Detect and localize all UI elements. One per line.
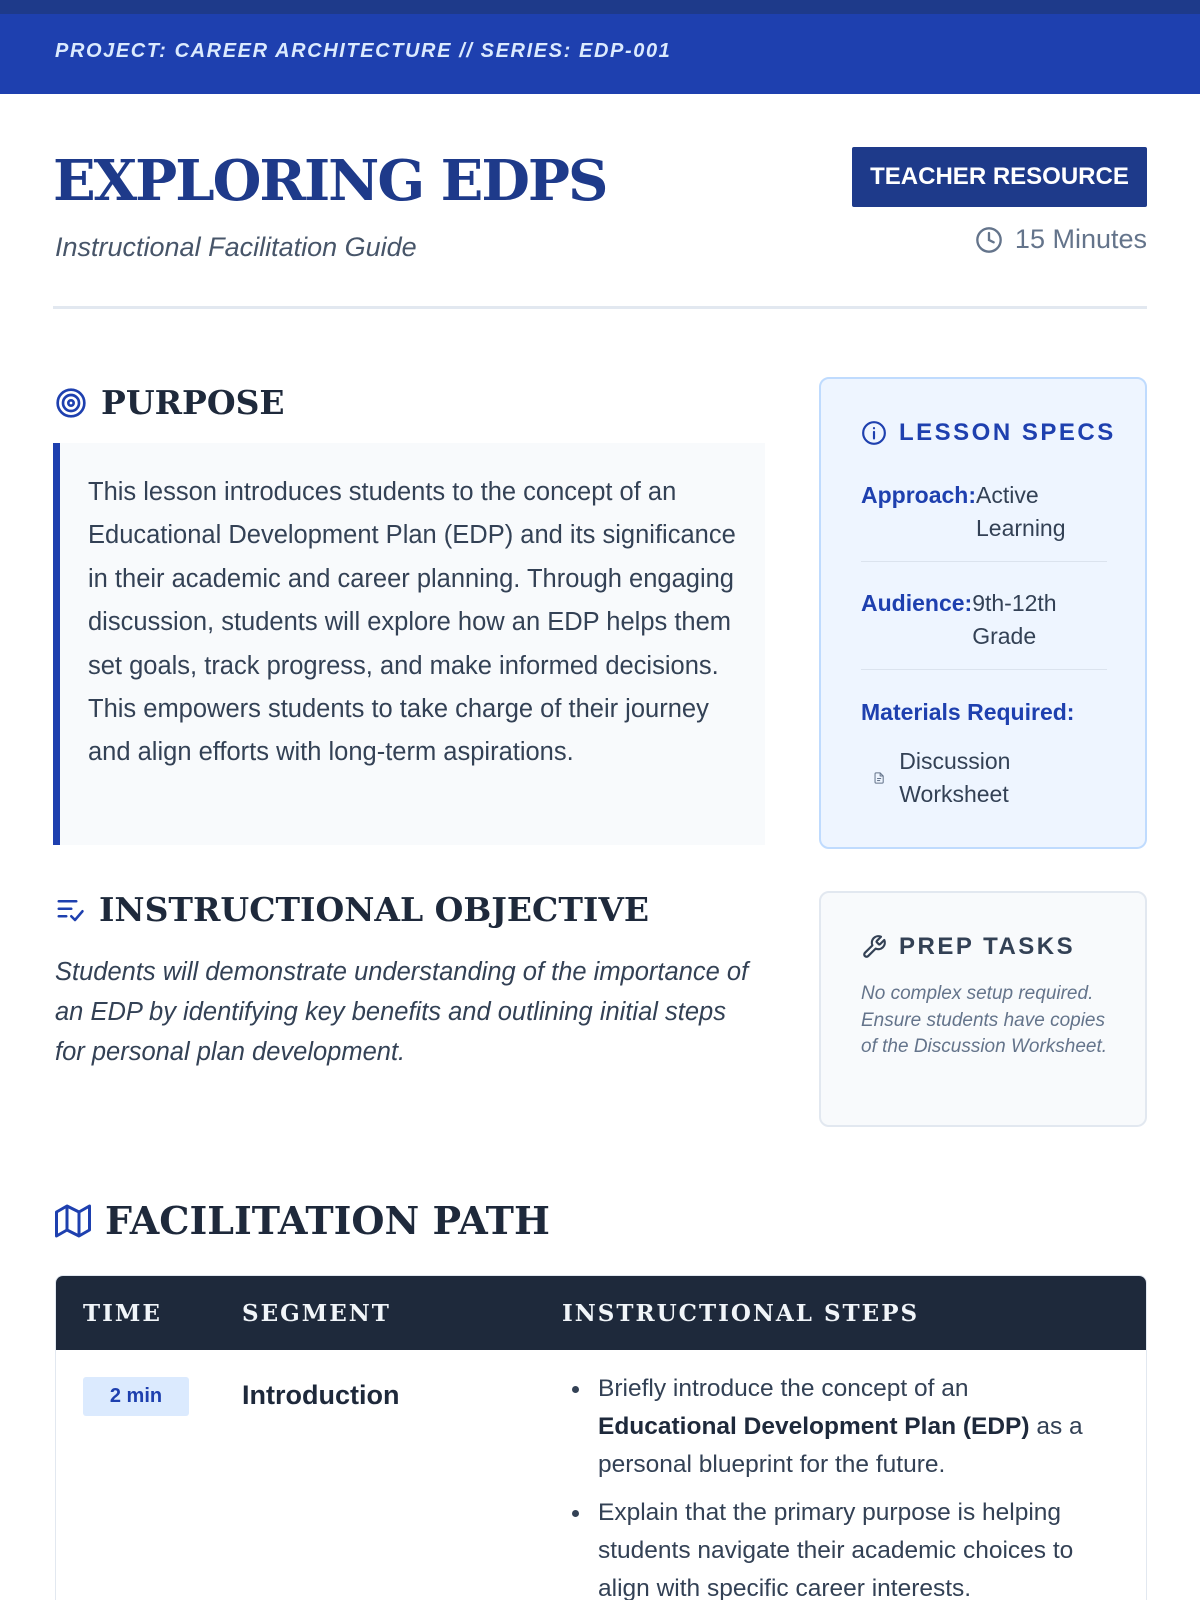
purpose-callout xyxy=(53,443,765,845)
audience-value: 9th-12th Grade xyxy=(972,590,1057,649)
objective-text: Students will demonstrate understanding of the importance of an EDP by identifying key benefits and outlining initial steps for personal plan development. xyxy=(55,958,749,1066)
info-icon xyxy=(861,420,887,446)
facilitation-table xyxy=(55,1275,1147,1600)
list-check-icon xyxy=(55,895,85,925)
step-emphasis: Educational Development Plan (EDP) xyxy=(598,1413,1030,1440)
lesson-specs-heading xyxy=(861,419,1116,447)
duration xyxy=(975,224,1147,255)
approach-value: Active Learning xyxy=(976,482,1066,541)
spec-approach xyxy=(861,479,1107,545)
prep-tasks-heading xyxy=(861,933,1075,961)
prep-tasks-text: No complex setup required. Ensure students have copies of the Discussion Worksheet. xyxy=(861,983,1108,1058)
purpose-text: This lesson introduces students to the concept of an Educational Development Plan (EDP) and its significance in their academic and career planning. Through engaging discussion, students will explore how an EDP helps them set goals, track progress, and make informed decisions. This empowers students to take charge of their journey and align efforts with long-term aspirations. xyxy=(88,478,736,767)
facilitation-heading xyxy=(55,1198,550,1243)
lesson-specs-title: LESSON SPECS xyxy=(899,419,1116,446)
facilitation-title: FACILITATION PATH xyxy=(105,1198,550,1243)
teacher-resource-badge: TEACHER RESOURCE xyxy=(852,147,1147,207)
spec-audience xyxy=(861,587,1107,653)
material-text: Discussion Worksheet xyxy=(899,748,1011,807)
purpose-heading xyxy=(55,383,285,422)
project-banner xyxy=(0,14,1200,94)
map-icon xyxy=(55,1203,91,1239)
materials-label: Materials Required: xyxy=(861,699,1075,725)
header-divider xyxy=(53,306,1147,309)
banner-text: PROJECT: CAREER ARCHITECTURE // SERIES: EDP-001 xyxy=(55,40,672,62)
column-header-segment: SEGMENT xyxy=(242,1300,391,1327)
time-badge: 2 min xyxy=(83,1377,189,1416)
material-item xyxy=(873,745,1073,811)
step-text: Explain that the primary purpose is helping students navigate their academic choices to align with specific career interests. xyxy=(598,1499,1074,1600)
audience-label: Audience: xyxy=(861,590,973,616)
clock-icon xyxy=(975,226,1003,254)
instructional-steps xyxy=(562,1370,1102,1600)
purpose-title: PURPOSE xyxy=(101,383,285,422)
table-header xyxy=(56,1276,1146,1350)
step-text: Briefly introduce the concept of an xyxy=(598,1375,969,1402)
duration-text: 15 Minutes xyxy=(1014,224,1147,254)
step-item xyxy=(562,1494,1102,1600)
spec-divider xyxy=(861,561,1107,562)
target-icon xyxy=(55,387,87,419)
segment-name: Introduction xyxy=(242,1380,400,1410)
spec-divider xyxy=(861,669,1107,670)
top-accent-strip xyxy=(0,0,1200,14)
step-item xyxy=(562,1370,1102,1484)
page-subtitle: Instructional Facilitation Guide xyxy=(55,232,417,262)
objective-heading xyxy=(55,890,649,929)
wrench-icon xyxy=(861,934,887,960)
approach-label: Approach: xyxy=(861,482,976,508)
lesson-specs-panel xyxy=(819,377,1147,849)
objective-title: INSTRUCTIONAL OBJECTIVE xyxy=(99,890,650,929)
document-icon xyxy=(873,769,885,787)
prep-tasks-panel xyxy=(819,891,1147,1127)
prep-tasks-title: PREP TASKS xyxy=(899,933,1076,960)
column-header-time: TIME xyxy=(83,1300,162,1327)
step-text: as a personal blueprint for the future. xyxy=(598,1413,1083,1478)
page-title: EXPLORING EDPS xyxy=(53,148,607,214)
column-header-steps: INSTRUCTIONAL STEPS xyxy=(562,1300,920,1327)
